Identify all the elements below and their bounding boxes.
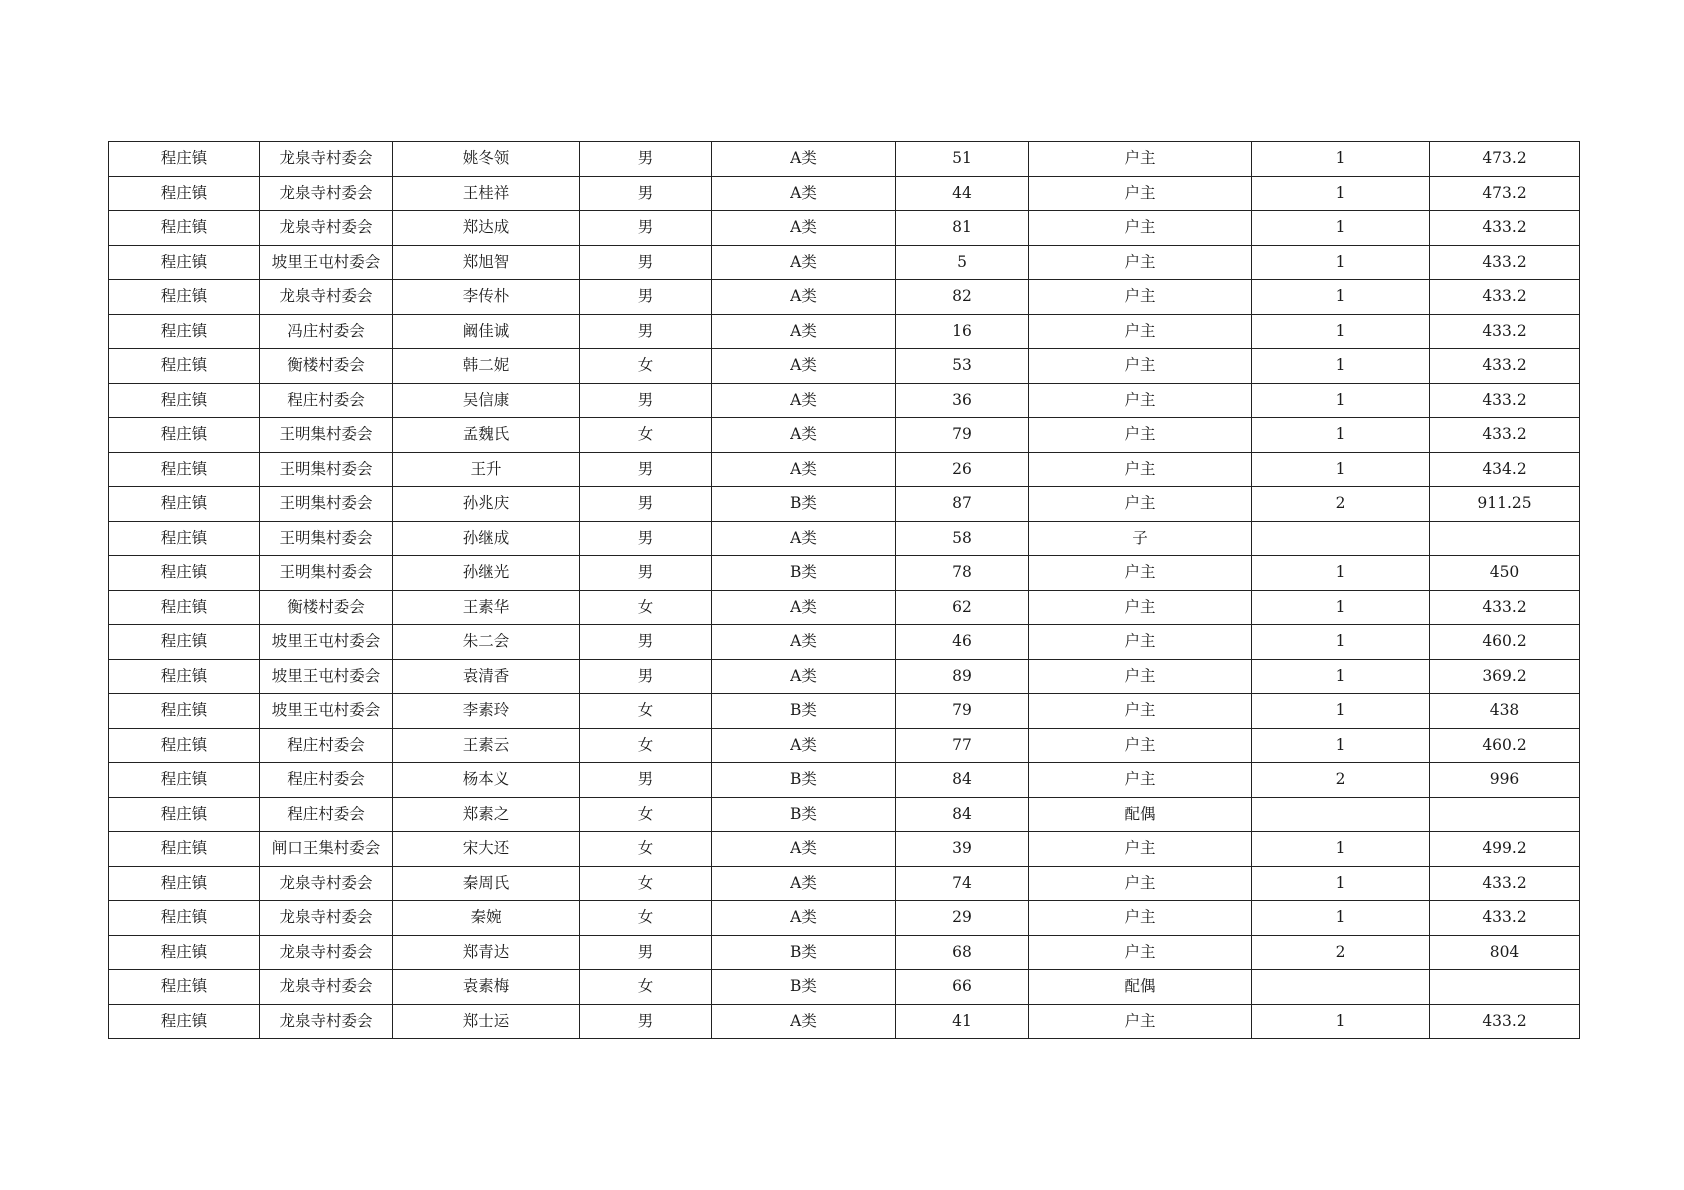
village-committee-cell: 衡楼村委会 <box>260 349 393 384</box>
gender-cell: 男 <box>580 625 712 660</box>
table-row <box>109 383 1580 418</box>
town-cell: 程庄镇 <box>109 970 260 1005</box>
gender-cell: 男 <box>580 383 712 418</box>
village-committee-cell: 冯庄村委会 <box>260 314 393 349</box>
town-cell: 程庄镇 <box>109 1004 260 1039</box>
amount-cell: 996 <box>1430 763 1580 798</box>
category-cell: A类 <box>712 142 896 177</box>
age-cell: 41 <box>896 1004 1029 1039</box>
relation-cell: 户主 <box>1029 211 1252 246</box>
amount-cell: 473.2 <box>1430 142 1580 177</box>
roster-body <box>109 142 1580 1039</box>
village-committee-cell: 衡楼村委会 <box>260 590 393 625</box>
household-size-cell <box>1252 521 1430 556</box>
household-size-cell: 1 <box>1252 452 1430 487</box>
gender-cell: 女 <box>580 901 712 936</box>
category-cell: B类 <box>712 694 896 729</box>
gender-cell: 男 <box>580 245 712 280</box>
name-cell: 王素云 <box>393 728 580 763</box>
town-cell: 程庄镇 <box>109 487 260 522</box>
relation-cell: 户主 <box>1029 625 1252 660</box>
town-cell: 程庄镇 <box>109 866 260 901</box>
village-committee-cell: 龙泉寺村委会 <box>260 280 393 315</box>
household-size-cell <box>1252 970 1430 1005</box>
town-cell: 程庄镇 <box>109 901 260 936</box>
village-committee-cell: 龙泉寺村委会 <box>260 901 393 936</box>
gender-cell: 女 <box>580 349 712 384</box>
age-cell: 78 <box>896 556 1029 591</box>
name-cell: 吴信康 <box>393 383 580 418</box>
table-row <box>109 280 1580 315</box>
town-cell: 程庄镇 <box>109 383 260 418</box>
town-cell: 程庄镇 <box>109 280 260 315</box>
age-cell: 79 <box>896 694 1029 729</box>
village-committee-cell: 王明集村委会 <box>260 556 393 591</box>
table-row <box>109 901 1580 936</box>
household-size-cell: 1 <box>1252 625 1430 660</box>
category-cell: B类 <box>712 763 896 798</box>
household-size-cell: 1 <box>1252 314 1430 349</box>
category-cell: A类 <box>712 866 896 901</box>
category-cell: B类 <box>712 797 896 832</box>
name-cell: 阚佳诚 <box>393 314 580 349</box>
category-cell: A类 <box>712 521 896 556</box>
relation-cell: 户主 <box>1029 866 1252 901</box>
town-cell: 程庄镇 <box>109 245 260 280</box>
village-committee-cell: 龙泉寺村委会 <box>260 211 393 246</box>
amount-cell: 433.2 <box>1430 590 1580 625</box>
table-row <box>109 418 1580 453</box>
table-row <box>109 590 1580 625</box>
category-cell: A类 <box>712 590 896 625</box>
gender-cell: 女 <box>580 797 712 832</box>
table-row <box>109 797 1580 832</box>
table-row <box>109 556 1580 591</box>
amount-cell: 434.2 <box>1430 452 1580 487</box>
amount-cell: 473.2 <box>1430 176 1580 211</box>
town-cell: 程庄镇 <box>109 556 260 591</box>
relation-cell: 配偶 <box>1029 797 1252 832</box>
village-committee-cell: 龙泉寺村委会 <box>260 176 393 211</box>
household-size-cell: 1 <box>1252 280 1430 315</box>
village-committee-cell: 坡里王屯村委会 <box>260 659 393 694</box>
village-committee-cell: 龙泉寺村委会 <box>260 970 393 1005</box>
table-row <box>109 970 1580 1005</box>
village-committee-cell: 王明集村委会 <box>260 418 393 453</box>
name-cell: 王桂祥 <box>393 176 580 211</box>
village-committee-cell: 龙泉寺村委会 <box>260 935 393 970</box>
age-cell: 46 <box>896 625 1029 660</box>
gender-cell: 男 <box>580 659 712 694</box>
table-row <box>109 625 1580 660</box>
name-cell: 宋大还 <box>393 832 580 867</box>
gender-cell: 男 <box>580 452 712 487</box>
category-cell: A类 <box>712 418 896 453</box>
village-committee-cell: 坡里王屯村委会 <box>260 694 393 729</box>
relation-cell: 户主 <box>1029 418 1252 453</box>
amount-cell: 804 <box>1430 935 1580 970</box>
town-cell: 程庄镇 <box>109 763 260 798</box>
amount-cell: 460.2 <box>1430 625 1580 660</box>
gender-cell: 男 <box>580 211 712 246</box>
town-cell: 程庄镇 <box>109 349 260 384</box>
table-row <box>109 314 1580 349</box>
table-row <box>109 211 1580 246</box>
name-cell: 秦周氏 <box>393 866 580 901</box>
category-cell: A类 <box>712 1004 896 1039</box>
relation-cell: 户主 <box>1029 659 1252 694</box>
town-cell: 程庄镇 <box>109 176 260 211</box>
town-cell: 程庄镇 <box>109 935 260 970</box>
category-cell: A类 <box>712 349 896 384</box>
relation-cell: 户主 <box>1029 694 1252 729</box>
relation-cell: 户主 <box>1029 452 1252 487</box>
gender-cell: 男 <box>580 521 712 556</box>
town-cell: 程庄镇 <box>109 832 260 867</box>
category-cell: A类 <box>712 280 896 315</box>
table-row <box>109 521 1580 556</box>
relation-cell: 户主 <box>1029 832 1252 867</box>
town-cell: 程庄镇 <box>109 728 260 763</box>
name-cell: 郑达成 <box>393 211 580 246</box>
name-cell: 李素玲 <box>393 694 580 729</box>
age-cell: 77 <box>896 728 1029 763</box>
household-size-cell: 2 <box>1252 487 1430 522</box>
household-size-cell: 1 <box>1252 211 1430 246</box>
household-size-cell: 1 <box>1252 901 1430 936</box>
relation-cell: 户主 <box>1029 383 1252 418</box>
amount-cell: 450 <box>1430 556 1580 591</box>
name-cell: 韩二妮 <box>393 349 580 384</box>
town-cell: 程庄镇 <box>109 659 260 694</box>
name-cell: 杨本义 <box>393 763 580 798</box>
relation-cell: 子 <box>1029 521 1252 556</box>
category-cell: B类 <box>712 487 896 522</box>
relation-cell: 配偶 <box>1029 970 1252 1005</box>
category-cell: B类 <box>712 970 896 1005</box>
amount-cell: 433.2 <box>1430 349 1580 384</box>
name-cell: 袁清香 <box>393 659 580 694</box>
gender-cell: 男 <box>580 556 712 591</box>
amount-cell: 433.2 <box>1430 383 1580 418</box>
age-cell: 26 <box>896 452 1029 487</box>
household-size-cell: 1 <box>1252 659 1430 694</box>
household-size-cell: 1 <box>1252 556 1430 591</box>
household-size-cell: 1 <box>1252 728 1430 763</box>
amount-cell: 433.2 <box>1430 314 1580 349</box>
household-size-cell: 1 <box>1252 694 1430 729</box>
relation-cell: 户主 <box>1029 176 1252 211</box>
category-cell: A类 <box>712 314 896 349</box>
village-committee-cell: 王明集村委会 <box>260 487 393 522</box>
age-cell: 44 <box>896 176 1029 211</box>
name-cell: 姚冬领 <box>393 142 580 177</box>
amount-cell: 433.2 <box>1430 245 1580 280</box>
age-cell: 79 <box>896 418 1029 453</box>
age-cell: 29 <box>896 901 1029 936</box>
town-cell: 程庄镇 <box>109 521 260 556</box>
relation-cell: 户主 <box>1029 556 1252 591</box>
relation-cell: 户主 <box>1029 763 1252 798</box>
household-size-cell: 1 <box>1252 383 1430 418</box>
gender-cell: 女 <box>580 590 712 625</box>
age-cell: 68 <box>896 935 1029 970</box>
amount-cell: 433.2 <box>1430 211 1580 246</box>
gender-cell: 女 <box>580 728 712 763</box>
age-cell: 39 <box>896 832 1029 867</box>
name-cell: 王素华 <box>393 590 580 625</box>
category-cell: B类 <box>712 935 896 970</box>
table-row <box>109 142 1580 177</box>
table-row <box>109 763 1580 798</box>
household-size-cell: 1 <box>1252 866 1430 901</box>
table-row <box>109 728 1580 763</box>
household-size-cell <box>1252 797 1430 832</box>
category-cell: B类 <box>712 556 896 591</box>
household-size-cell: 1 <box>1252 245 1430 280</box>
age-cell: 89 <box>896 659 1029 694</box>
relation-cell: 户主 <box>1029 349 1252 384</box>
village-committee-cell: 王明集村委会 <box>260 521 393 556</box>
age-cell: 5 <box>896 245 1029 280</box>
name-cell: 郑青达 <box>393 935 580 970</box>
age-cell: 16 <box>896 314 1029 349</box>
name-cell: 郑士运 <box>393 1004 580 1039</box>
category-cell: A类 <box>712 176 896 211</box>
amount-cell: 911.25 <box>1430 487 1580 522</box>
town-cell: 程庄镇 <box>109 314 260 349</box>
town-cell: 程庄镇 <box>109 625 260 660</box>
amount-cell <box>1430 797 1580 832</box>
relation-cell: 户主 <box>1029 901 1252 936</box>
village-committee-cell: 闸口王集村委会 <box>260 832 393 867</box>
amount-cell <box>1430 970 1580 1005</box>
gender-cell: 女 <box>580 832 712 867</box>
amount-cell: 460.2 <box>1430 728 1580 763</box>
name-cell: 孙继成 <box>393 521 580 556</box>
gender-cell: 女 <box>580 970 712 1005</box>
age-cell: 81 <box>896 211 1029 246</box>
name-cell: 郑旭智 <box>393 245 580 280</box>
category-cell: A类 <box>712 245 896 280</box>
gender-cell: 男 <box>580 314 712 349</box>
household-size-cell: 1 <box>1252 590 1430 625</box>
name-cell: 孙继光 <box>393 556 580 591</box>
gender-cell: 女 <box>580 866 712 901</box>
category-cell: A类 <box>712 211 896 246</box>
household-size-cell: 1 <box>1252 176 1430 211</box>
town-cell: 程庄镇 <box>109 418 260 453</box>
relation-cell: 户主 <box>1029 487 1252 522</box>
table-row <box>109 659 1580 694</box>
table-row <box>109 694 1580 729</box>
category-cell: A类 <box>712 832 896 867</box>
relation-cell: 户主 <box>1029 245 1252 280</box>
gender-cell: 男 <box>580 935 712 970</box>
age-cell: 84 <box>896 797 1029 832</box>
age-cell: 84 <box>896 763 1029 798</box>
category-cell: A类 <box>712 659 896 694</box>
category-cell: A类 <box>712 383 896 418</box>
gender-cell: 男 <box>580 280 712 315</box>
table-row <box>109 245 1580 280</box>
household-size-cell: 1 <box>1252 418 1430 453</box>
name-cell: 孟魏氏 <box>393 418 580 453</box>
relation-cell: 户主 <box>1029 142 1252 177</box>
table-row <box>109 349 1580 384</box>
table-row <box>109 1004 1580 1039</box>
category-cell: A类 <box>712 452 896 487</box>
gender-cell: 女 <box>580 694 712 729</box>
household-size-cell: 1 <box>1252 349 1430 384</box>
household-size-cell: 1 <box>1252 832 1430 867</box>
village-committee-cell: 王明集村委会 <box>260 452 393 487</box>
name-cell: 王升 <box>393 452 580 487</box>
gender-cell: 女 <box>580 418 712 453</box>
table-row <box>109 487 1580 522</box>
relation-cell: 户主 <box>1029 314 1252 349</box>
relation-cell: 户主 <box>1029 280 1252 315</box>
table-row <box>109 866 1580 901</box>
amount-cell: 433.2 <box>1430 1004 1580 1039</box>
amount-cell: 369.2 <box>1430 659 1580 694</box>
table-row <box>109 832 1580 867</box>
village-committee-cell: 程庄村委会 <box>260 728 393 763</box>
name-cell: 郑素之 <box>393 797 580 832</box>
age-cell: 87 <box>896 487 1029 522</box>
relation-cell: 户主 <box>1029 1004 1252 1039</box>
town-cell: 程庄镇 <box>109 211 260 246</box>
town-cell: 程庄镇 <box>109 452 260 487</box>
household-size-cell: 1 <box>1252 1004 1430 1039</box>
amount-cell: 499.2 <box>1430 832 1580 867</box>
amount-cell: 433.2 <box>1430 866 1580 901</box>
table-row <box>109 176 1580 211</box>
name-cell: 袁素梅 <box>393 970 580 1005</box>
relation-cell: 户主 <box>1029 935 1252 970</box>
village-committee-cell: 程庄村委会 <box>260 383 393 418</box>
village-committee-cell: 坡里王屯村委会 <box>260 245 393 280</box>
table-row <box>109 452 1580 487</box>
amount-cell: 433.2 <box>1430 901 1580 936</box>
category-cell: A类 <box>712 728 896 763</box>
village-committee-cell: 龙泉寺村委会 <box>260 142 393 177</box>
gender-cell: 男 <box>580 142 712 177</box>
town-cell: 程庄镇 <box>109 694 260 729</box>
household-size-cell: 2 <box>1252 935 1430 970</box>
age-cell: 62 <box>896 590 1029 625</box>
age-cell: 53 <box>896 349 1029 384</box>
age-cell: 82 <box>896 280 1029 315</box>
village-committee-cell: 坡里王屯村委会 <box>260 625 393 660</box>
name-cell: 李传朴 <box>393 280 580 315</box>
name-cell: 朱二会 <box>393 625 580 660</box>
age-cell: 74 <box>896 866 1029 901</box>
name-cell: 秦婉 <box>393 901 580 936</box>
age-cell: 66 <box>896 970 1029 1005</box>
roster-table <box>108 141 1580 1039</box>
village-committee-cell: 程庄村委会 <box>260 763 393 798</box>
amount-cell: 433.2 <box>1430 418 1580 453</box>
age-cell: 58 <box>896 521 1029 556</box>
gender-cell: 男 <box>580 763 712 798</box>
category-cell: A类 <box>712 625 896 660</box>
village-committee-cell: 程庄村委会 <box>260 797 393 832</box>
amount-cell <box>1430 521 1580 556</box>
household-size-cell: 2 <box>1252 763 1430 798</box>
name-cell: 孙兆庆 <box>393 487 580 522</box>
category-cell: A类 <box>712 901 896 936</box>
relation-cell: 户主 <box>1029 728 1252 763</box>
village-committee-cell: 龙泉寺村委会 <box>260 866 393 901</box>
town-cell: 程庄镇 <box>109 142 260 177</box>
town-cell: 程庄镇 <box>109 797 260 832</box>
amount-cell: 433.2 <box>1430 280 1580 315</box>
amount-cell: 438 <box>1430 694 1580 729</box>
village-committee-cell: 龙泉寺村委会 <box>260 1004 393 1039</box>
household-size-cell: 1 <box>1252 142 1430 177</box>
gender-cell: 男 <box>580 1004 712 1039</box>
relation-cell: 户主 <box>1029 590 1252 625</box>
age-cell: 51 <box>896 142 1029 177</box>
age-cell: 36 <box>896 383 1029 418</box>
gender-cell: 男 <box>580 176 712 211</box>
town-cell: 程庄镇 <box>109 590 260 625</box>
gender-cell: 男 <box>580 487 712 522</box>
table-row <box>109 935 1580 970</box>
